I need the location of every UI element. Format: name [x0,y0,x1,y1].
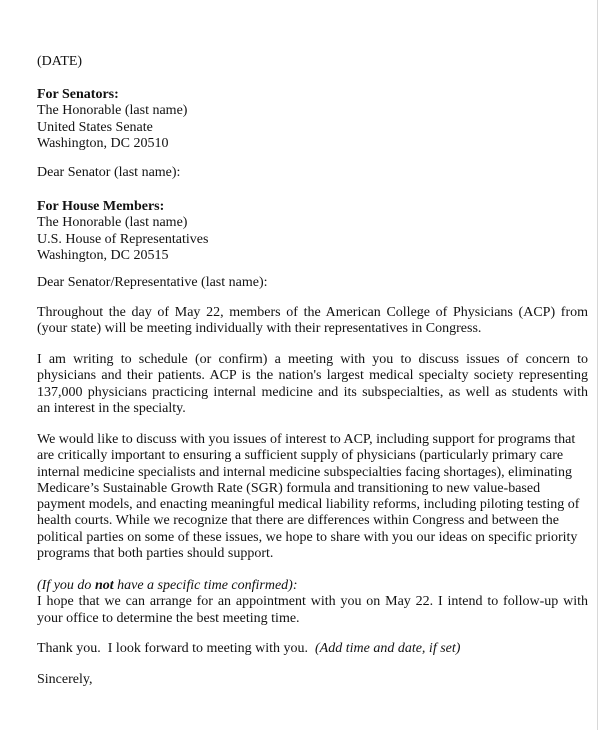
thanks-note: (Add time and date, if set) [315,641,461,656]
paragraph-2: I am writing to schedule (or confirm) a meeting with you to discuss issues of concern to physicians and their patients. ACP is the nation's largest medical specialty society representing 137,000 physicians practicing internal medicine and its subspecialties, as well as students with an interest in the specialty. [37,352,588,416]
paragraph-1: Throughout the day of May 22, members of the American College of Physicians (ACP) from (your state) will be meeting individually with their representatives in Congress. [37,305,588,337]
thanks-line: Thank you. I look forward to meeting with you. (Add time and date, if set) [37,641,461,656]
house-heading: For House Members: [37,199,165,214]
page-edge [597,0,598,730]
conditional-note: (If you do not have a specific time confirmed): [37,578,298,593]
address-line: Washington, DC 20510 [37,135,169,151]
conditional-paragraph: (If you do not have a specific time confirmed): I hope that we can arrange for an appointment with you on May 22. I intend to follow-up with your office to determine the best meeting time. [37,578,588,626]
address-line: Washington, DC 20515 [37,247,169,263]
date-line: (DATE) [37,54,83,69]
senators-heading: For Senators: [37,87,119,102]
address-line: United States Senate [37,119,153,135]
address-line: U.S. House of Representatives [37,231,209,247]
paragraph-3: We would like to discuss with you issues of interest to ACP, including support for programs that are critically important to ensuring a sufficient supply of physicians (particularly primary care internal medicine specialists and internal medicine subspecialties facing shortages), eliminating Medicare’s Sustainable Growth Rate (SGR) formula and transitioning to new value-based payment models, and enacting meaningful medical liability reforms, including piloting testing of health courts. While we recognize that there are differences within Congress and between the political parties on some of these issues, we hope to share with you our ideas on specific priority programs that both parties should support. [37,432,580,562]
senators-address [37,87,588,152]
address-line: The Honorable (last name) [37,103,188,119]
address-line: The Honorable (last name) [37,215,188,231]
house-address [37,199,588,264]
senators-salutation: Dear Senator (last name): [37,165,181,180]
house-salutation: Dear Senator/Representative (last name): [37,275,268,290]
closing: Sincerely, [37,672,93,687]
